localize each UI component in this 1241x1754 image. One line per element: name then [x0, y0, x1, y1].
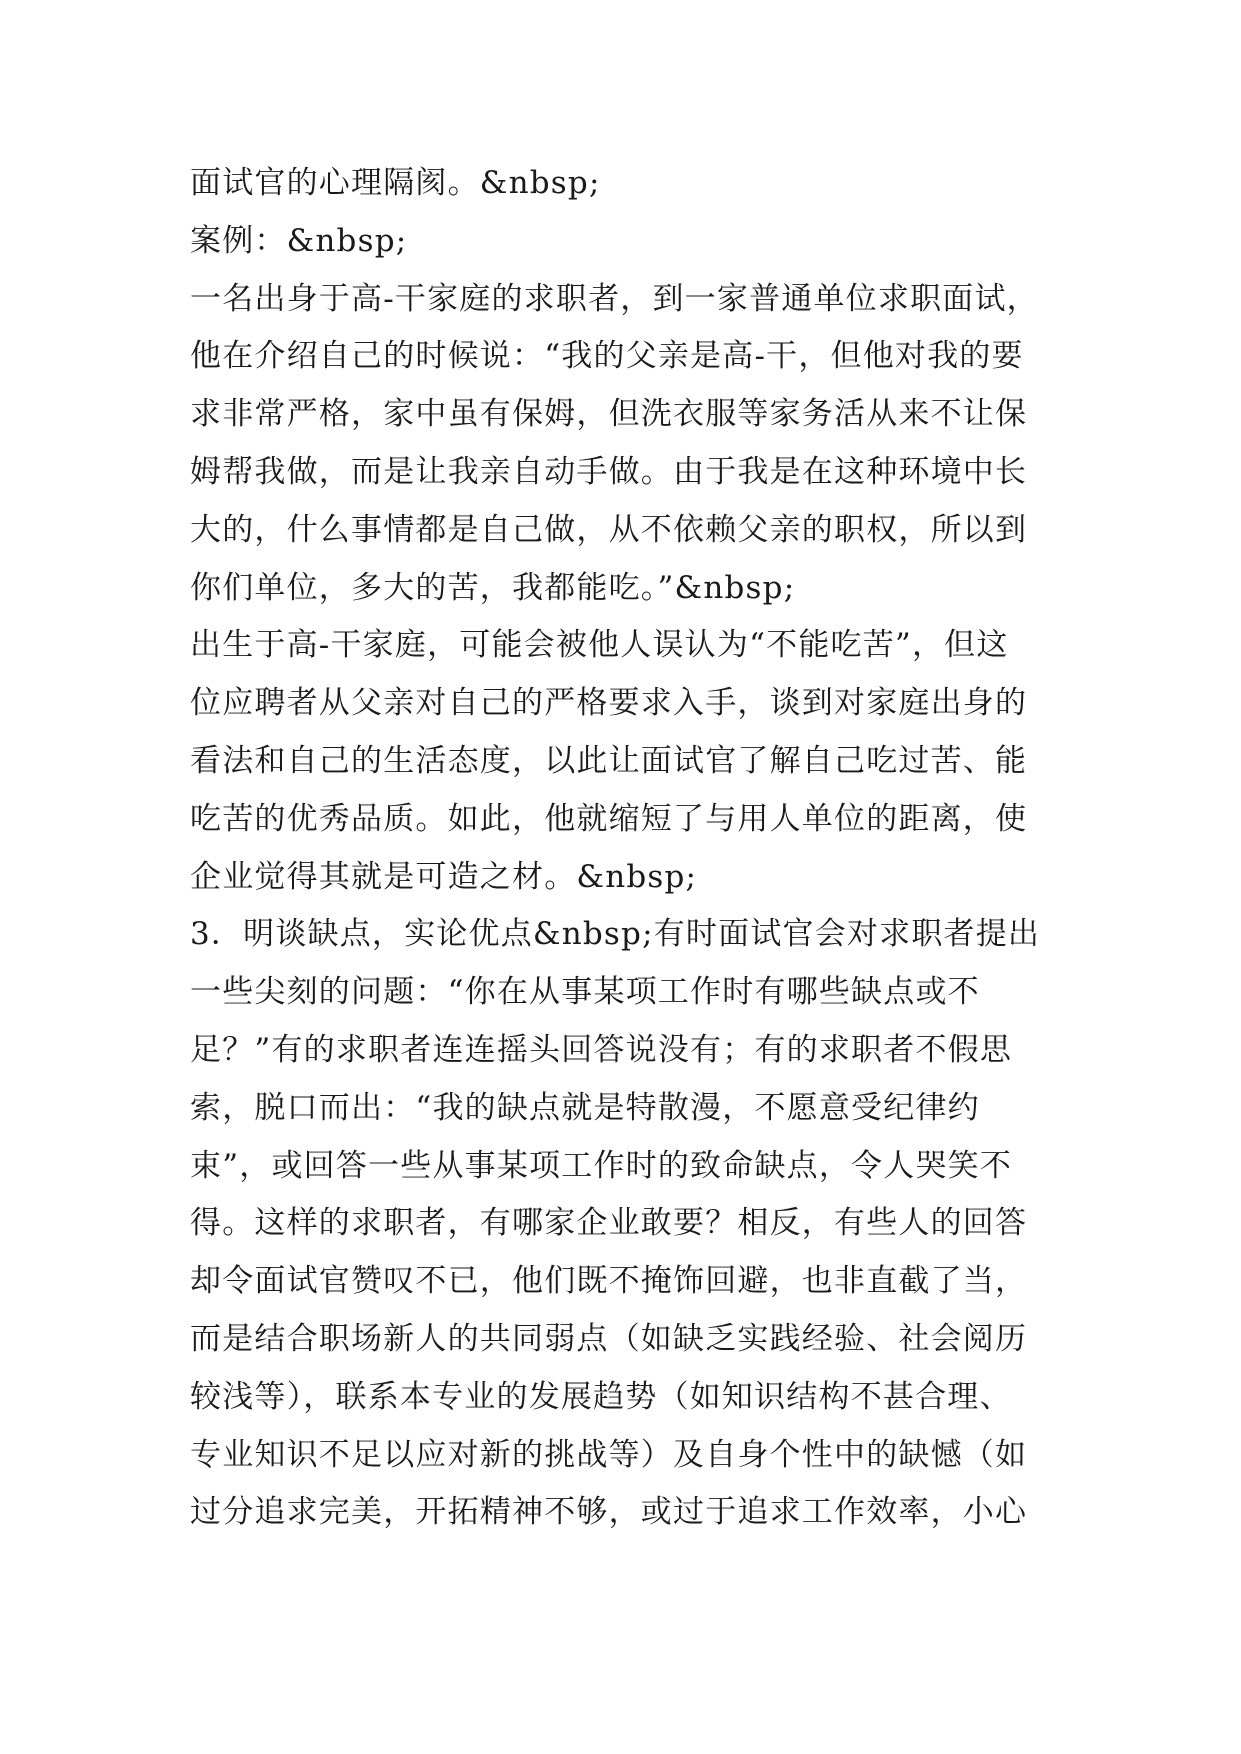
text-line: 一些尖刻的问题：“你在从事某项工作时有哪些缺点或不 — [190, 974, 980, 1011]
body-text — [190, 155, 1070, 1542]
text-line: 较浅等），联系本专业的发展趋势（如知识结构不甚合理、 — [190, 1378, 1012, 1415]
text-line: 求非常严格，家中虽有保姆，但洗衣服等家务活从来不让保 — [190, 396, 1028, 433]
text-line: 面试官的心理隔阂。&nbsp; — [190, 165, 601, 201]
text-line: 案例：&nbsp; — [190, 222, 408, 259]
text-line: 出生于高-干家庭，可能会被他人误认为“不能吃苦”，但这 — [190, 627, 1009, 664]
text-line: 企业觉得其就是可造之材。&nbsp; — [190, 858, 698, 895]
text-line: 专业知识不足以应对新的挑战等）及自身个性中的缺憾（如 — [190, 1436, 1028, 1473]
text-line: 大的，什么事情都是自己做，从不依赖父亲的职权，所以到 — [190, 511, 1028, 548]
text-line: 束”，或回答一些从事某项工作时的致命缺点，令人哭笑不 — [190, 1147, 1013, 1184]
text-line: 3．明谈缺点，实论优点&nbsp;有时面试官会对求职者提出 — [190, 916, 1041, 953]
text-line: 足？”有的求职者连连摇头回答说没有；有的求职者不假思 — [190, 1031, 1013, 1068]
text-line: 得。这样的求职者，有哪家企业敢要？相反，有些人的回答 — [190, 1205, 1028, 1242]
text-line: 索，脱口而出：“我的缺点就是特散漫，不愿意受纪律约 — [190, 1089, 980, 1126]
text-line: 你们单位，多大的苦，我都能吃。”&nbsp; — [190, 569, 796, 606]
text-line: 而是结合职场新人的共同弱点（如缺乏实践经验、社会阅历 — [190, 1320, 1028, 1357]
text-line: 他在介绍自己的时候说：“我的父亲是高-干，但他对我的要 — [190, 338, 1024, 375]
text-line: 看法和自己的生活态度，以此让面试官了解自己吃过苦、能 — [190, 742, 1028, 779]
text-line: 却令面试官赞叹不已，他们既不掩饰回避，也非直截了当， — [190, 1263, 1028, 1300]
text-line: 吃苦的优秀品质。如此，他就缩短了与用人单位的距离，使 — [190, 800, 1028, 837]
text-line: 姆帮我做，而是让我亲自动手做。由于我是在这种环境中长 — [190, 453, 1028, 490]
text-line: 位应聘者从父亲对自己的严格要求入手，谈到对家庭出身的 — [190, 685, 1028, 722]
text-line: 一名出身于高-干家庭的求职者，到一家普通单位求职面试， — [190, 280, 1039, 317]
text-line: 过分追求完美，开拓精神不够，或过于追求工作效率，小心 — [190, 1494, 1028, 1531]
